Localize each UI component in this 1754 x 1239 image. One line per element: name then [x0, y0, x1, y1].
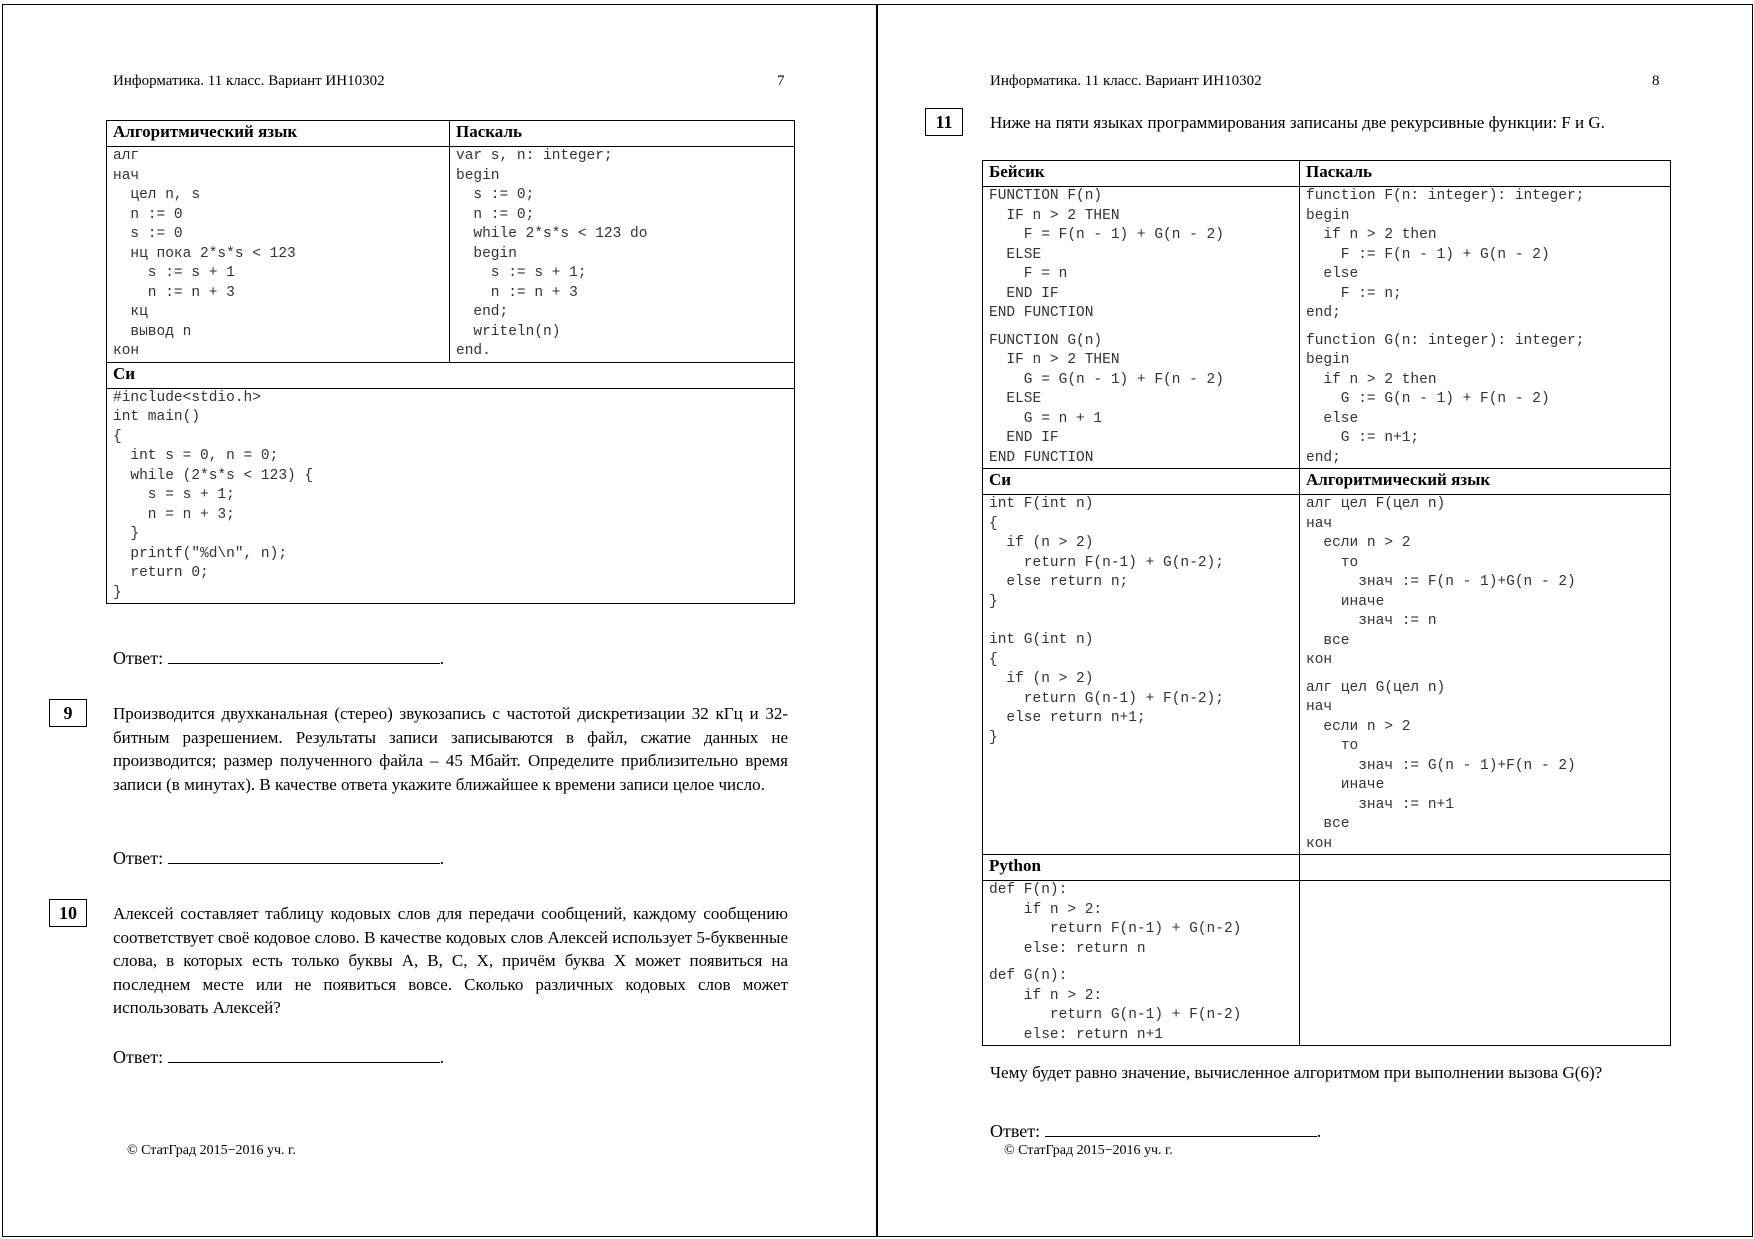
basic-code-f: FUNCTION F(n) IF n > 2 THEN F = F(n - 1) + G(n - 2) ELSE F = n END IF END FUNCTION	[989, 188, 1224, 321]
page-number: 7	[777, 73, 785, 89]
alg-header: Алгоритмический язык	[1300, 469, 1671, 495]
copyright: © СтатГрад 2015−2016 уч. г.	[1004, 1143, 1173, 1158]
answer-label: Ответ:	[113, 848, 164, 868]
answer-9: Ответ: .	[113, 845, 444, 869]
alg-code-g: алг цел G(цел n) нач если n > 2 то знач := G(n - 1)+F(n - 2) иначе знач := n+1 все кон	[1306, 679, 1576, 852]
pascal-code-f: function F(n: integer): integer; begin if n > 2 then F := F(n - 1) + G(n - 2) else F := n; end;	[1306, 188, 1585, 321]
question-number-9: 9	[49, 699, 87, 727]
page-header: Информатика. 11 класс. Вариант ИН10302	[113, 73, 385, 89]
answer-label: Ответ:	[990, 1121, 1041, 1141]
answer-10: Ответ: .	[113, 1044, 444, 1068]
code-table-task8	[106, 120, 795, 604]
python-code-f: def F(n): if n > 2: return F(n-1) + G(n-2) else: return n	[989, 882, 1242, 957]
pascal-header: Паскаль	[450, 121, 795, 147]
empty-header-cell	[1300, 855, 1671, 881]
python-header: Python	[983, 855, 1300, 881]
answer-field[interactable]	[168, 845, 440, 864]
c-header: Си	[107, 362, 795, 388]
answer-8: Ответ: .	[113, 645, 444, 669]
page-header: Информатика. 11 класс. Вариант ИН10302	[990, 73, 1262, 89]
c-code: #include<stdio.h> int main() { int s = 0, n = 0; while (2*s*s < 123) { s = s + 1; n = n + 3; } printf("%d\n", n); return 0; }	[113, 389, 314, 601]
alg-code: алг нач цел n, s n := 0 s := 0 нц пока 2*s*s < 123 s := s + 1 n := n + 3 кц вывод n кон	[113, 148, 296, 359]
page-number: 8	[1652, 73, 1660, 89]
empty-cell	[1300, 881, 1671, 1046]
basic-code-g: FUNCTION G(n) IF n > 2 THEN G = G(n - 1) + F(n - 2) ELSE G = n + 1 END IF END FUNCTION	[989, 332, 1224, 466]
copyright: © СтатГрад 2015−2016 уч. г.	[127, 1143, 296, 1158]
question-10-text: Алексей составляет таблицу кодовых слов для передачи сообщений, каждому сообщению соответствует своё кодовое слово. В качестве кодовых слов Алексей использует 5-буквенные слова, в которых есть только буквы A, B, C, X, причём буква X может появиться на последнем месте или не появиться вовсе. Сколько различных кодовых слов может использовать Алексей?	[113, 904, 788, 1017]
basic-header: Бейсик	[983, 161, 1300, 187]
right-page	[877, 4, 1753, 1237]
pascal-code: var s, n: integer; begin s := 0; n := 0; while 2*s*s < 123 do begin s := s + 1; n := n + 3 end; writeln(n) end.	[456, 148, 648, 359]
alg-header: Алгоритмический язык	[107, 121, 450, 147]
question-number-10: 10	[49, 899, 87, 927]
question-11-intro: Ниже на пяти языках программирования записаны две рекурсивные функции: F и G.	[990, 113, 1605, 132]
answer-field[interactable]	[1045, 1118, 1317, 1137]
code-table-task11	[982, 160, 1671, 1046]
pascal-header: Паскаль	[1300, 161, 1671, 187]
question-number-11: 11	[925, 108, 963, 136]
c-code-g: int G(int n) { if (n > 2) return G(n-1) + F(n-2); else return n+1; }	[989, 632, 1224, 746]
pascal-code-g: function G(n: integer): integer; begin if n > 2 then G := G(n - 1) + F(n - 2) else G := n+1; end;	[1306, 332, 1585, 466]
left-page	[2, 4, 877, 1237]
answer-11: Ответ: .	[990, 1118, 1321, 1142]
question-9-text: Производится двухканальная (стерео) звукозапись с частотой дискретизации 32 кГц и 32-битным разрешением. Результаты записи записываются в файл, сжатие данных не производится; размер полученного файла – 45 Мбайт. Определите приблизительно время записи (в минутах). В качестве ответа укажите ближайшее к времени записи целое число.	[113, 704, 788, 794]
answer-field[interactable]	[168, 645, 440, 664]
c-header: Си	[983, 469, 1300, 495]
c-code-f: int F(int n) { if (n > 2) return F(n-1) + G(n-2); else return n; }	[989, 496, 1224, 610]
python-code-g: def G(n): if n > 2: return G(n-1) + F(n-2) else: return n+1	[989, 968, 1242, 1043]
answer-label: Ответ:	[113, 1047, 164, 1067]
alg-code-f: алг цел F(цел n) нач если n > 2 то знач := F(n - 1)+G(n - 2) иначе знач := n все кон	[1306, 496, 1576, 668]
question-11-text: Чему будет равно значение, вычисленное алгоритмом при выполнении вызова G(6)?	[990, 1063, 1603, 1082]
answer-label: Ответ:	[113, 648, 164, 668]
answer-field[interactable]	[168, 1044, 440, 1063]
